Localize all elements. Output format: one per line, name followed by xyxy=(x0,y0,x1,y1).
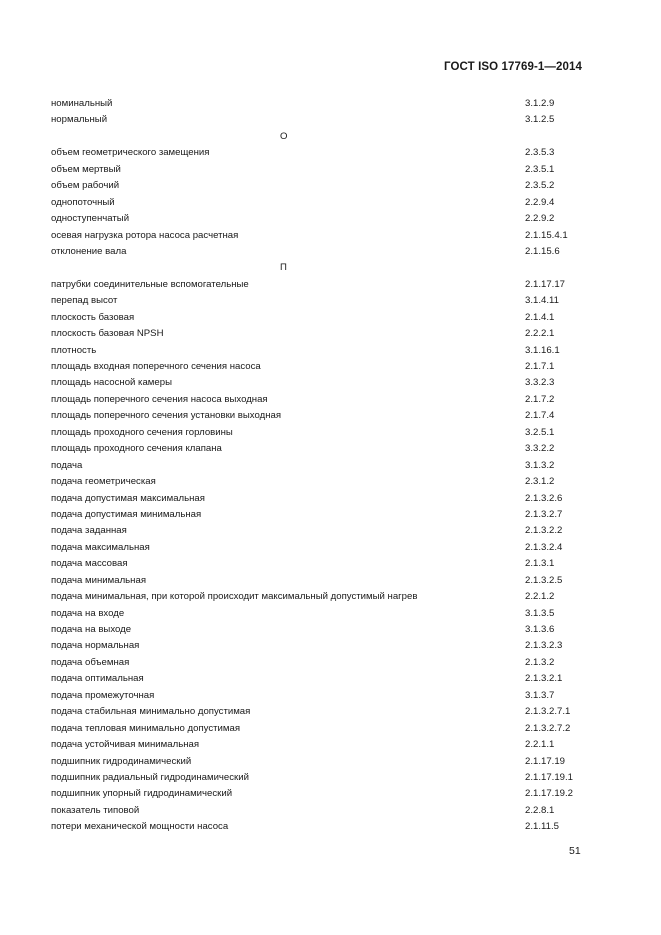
index-entry xyxy=(51,786,591,802)
index-reference: 2.1.17.17 xyxy=(525,278,566,290)
index-reference: 2.1.3.2.3 xyxy=(525,640,563,652)
index-reference: 2.1.7.2 xyxy=(525,393,555,405)
alphabetical-index xyxy=(51,96,591,836)
index-term: плоскость базовая NPSH xyxy=(51,328,164,340)
index-entry xyxy=(51,523,591,539)
index-letter-heading xyxy=(51,260,591,276)
index-term: подача на входе xyxy=(51,607,125,619)
document-header: ГОСТ ISO 17769-1—2014 xyxy=(444,61,582,73)
letter-label: П xyxy=(280,262,287,274)
index-term: подшипник радиальный гидродинамический xyxy=(51,771,249,783)
index-reference: 2.1.7.1 xyxy=(525,361,555,372)
index-reference: 3.3.2.3 xyxy=(525,377,555,389)
index-term: площадь насосной камеры xyxy=(51,377,172,389)
index-term: подача минимальная xyxy=(51,574,147,586)
letter-label: О xyxy=(280,130,288,142)
index-reference: 2.1.3.2.2 xyxy=(525,525,563,537)
index-reference: 3.1.3.2 xyxy=(525,459,555,471)
index-entry xyxy=(51,638,591,654)
index-term: подача объемная xyxy=(51,656,130,668)
index-entry xyxy=(51,228,591,244)
index-entry xyxy=(51,195,591,211)
index-reference: 2.1.17.19 xyxy=(525,755,566,767)
index-reference: 3.1.3.7 xyxy=(525,689,555,701)
index-reference: 2.1.4.1 xyxy=(525,311,555,323)
index-entry xyxy=(51,343,591,359)
index-reference: 2.1.3.2 xyxy=(525,656,555,668)
index-entry xyxy=(51,162,591,178)
index-reference: 2.1.15.6 xyxy=(525,245,560,257)
index-reference: 3.1.2.5 xyxy=(525,114,555,126)
index-reference: 2.1.17.19.1 xyxy=(525,771,574,783)
index-term: перепад высот xyxy=(51,295,118,307)
index-entry xyxy=(51,178,591,194)
index-reference: 3.1.2.9 xyxy=(525,98,555,109)
index-entry xyxy=(51,244,591,260)
index-entry xyxy=(51,458,591,474)
index-term: объем мертвый xyxy=(51,163,121,175)
index-term: подача тепловая минимально допустимая xyxy=(51,722,241,734)
index-term: подача промежуточная xyxy=(51,689,155,701)
index-term: подача на выходе xyxy=(51,624,132,635)
index-entry xyxy=(51,211,591,227)
index-term: отклонение вала xyxy=(51,245,127,257)
index-term: номинальный xyxy=(51,98,113,109)
index-entry xyxy=(51,277,591,293)
index-entry xyxy=(51,573,591,589)
index-entry xyxy=(51,408,591,424)
index-entry xyxy=(51,819,591,835)
index-entry xyxy=(51,425,591,441)
index-reference: 2.1.3.2.5 xyxy=(525,574,563,586)
index-reference: 3.2.5.1 xyxy=(525,426,555,438)
index-term: подача стабильная минимально допустимая xyxy=(51,706,251,718)
index-term: осевая нагрузка ротора насоса расчетная xyxy=(51,229,239,241)
index-entry xyxy=(51,540,591,556)
index-term: показатель типовой xyxy=(51,804,140,816)
index-reference: 2.2.1.2 xyxy=(525,591,555,603)
index-term: площадь поперечного сечения насоса выходная xyxy=(51,393,268,405)
index-entry xyxy=(51,704,591,720)
index-term: подшипник упорный гидродинамический xyxy=(51,788,233,800)
index-entry xyxy=(51,145,591,161)
index-reference: 3.1.16.1 xyxy=(525,344,560,356)
index-entry xyxy=(51,606,591,622)
index-term: подача нормальная xyxy=(51,640,140,652)
index-reference: 2.2.9.2 xyxy=(525,213,555,225)
index-entry xyxy=(51,507,591,523)
index-reference: 2.1.3.2.1 xyxy=(525,673,563,685)
index-entry xyxy=(51,622,591,638)
index-term: подача заданная xyxy=(51,525,127,537)
index-reference: 2.1.11.5 xyxy=(525,821,559,833)
index-entry xyxy=(51,721,591,737)
index-reference: 2.2.8.1 xyxy=(525,804,555,816)
index-reference: 3.3.2.2 xyxy=(525,443,555,455)
index-term: плотность xyxy=(51,344,97,356)
index-term: патрубки соединительные вспомогательные xyxy=(51,278,249,290)
index-entry xyxy=(51,671,591,687)
index-term: плоскость базовая xyxy=(51,311,135,323)
index-reference: 2.1.15.4.1 xyxy=(525,229,568,241)
index-entry xyxy=(51,754,591,770)
index-entry xyxy=(51,310,591,326)
index-reference: 2.3.5.3 xyxy=(525,147,555,159)
index-term: подача массовая xyxy=(51,558,128,570)
page-number: 51 xyxy=(569,845,581,857)
index-reference: 2.1.3.2.7 xyxy=(525,508,563,520)
index-term: подача устойчивая минимальная xyxy=(51,739,200,751)
index-reference: 2.1.3.2.7.2 xyxy=(525,722,571,734)
index-entry xyxy=(51,688,591,704)
index-term: подшипник гидродинамический xyxy=(51,755,192,767)
index-term: подача минимальная, при которой происходит максимальный допустимый нагрев xyxy=(51,591,418,603)
index-term: подача xyxy=(51,459,83,471)
index-entry xyxy=(51,96,591,112)
index-entry xyxy=(51,326,591,342)
index-reference: 2.1.17.19.2 xyxy=(525,788,574,800)
index-term: подача допустимая максимальная xyxy=(51,492,205,504)
index-term: подача оптимальная xyxy=(51,673,144,685)
index-reference: 2.3.1.2 xyxy=(525,476,555,488)
index-term: подача допустимая минимальная xyxy=(51,508,202,520)
index-term: подача максимальная xyxy=(51,541,150,553)
index-entry xyxy=(51,293,591,309)
index-reference: 3.1.4.11 xyxy=(525,295,559,307)
index-reference: 2.1.3.2.6 xyxy=(525,492,563,504)
index-term: объем геометрического замещения xyxy=(51,147,210,159)
index-entry xyxy=(51,441,591,457)
index-reference: 2.2.1.1 xyxy=(525,739,555,751)
index-term: объем рабочий xyxy=(51,180,120,192)
index-term: однопоточный xyxy=(51,196,115,208)
index-entry xyxy=(51,803,591,819)
index-entry xyxy=(51,556,591,572)
index-reference: 2.1.3.2.4 xyxy=(525,541,563,553)
index-entry xyxy=(51,359,591,375)
index-entry xyxy=(51,655,591,671)
index-term: нормальный xyxy=(51,114,108,126)
index-reference: 2.2.9.4 xyxy=(525,196,555,208)
index-term: площадь поперечного сечения установки выходная xyxy=(51,410,282,422)
index-reference: 3.1.3.5 xyxy=(525,607,555,619)
index-reference: 2.2.2.1 xyxy=(525,328,555,340)
index-term: подача геометрическая xyxy=(51,476,156,488)
index-entry xyxy=(51,589,591,605)
index-term: площадь проходного сечения клапана xyxy=(51,443,222,455)
index-reference: 2.3.5.1 xyxy=(525,163,555,175)
index-letter-heading xyxy=(51,129,591,145)
index-term: площадь проходного сечения горловины xyxy=(51,426,233,438)
index-entry xyxy=(51,737,591,753)
index-reference: 2.1.3.1 xyxy=(525,558,555,570)
index-reference: 2.1.3.2.7.1 xyxy=(525,706,571,718)
index-term: площадь входная поперечного сечения насоса xyxy=(51,361,261,372)
index-reference: 2.3.5.2 xyxy=(525,180,555,192)
index-entry xyxy=(51,375,591,391)
index-reference: 3.1.3.6 xyxy=(525,624,555,635)
index-reference: 2.1.7.4 xyxy=(525,410,555,422)
index-entry xyxy=(51,770,591,786)
index-entry xyxy=(51,474,591,490)
index-term: потери механической мощности насоса xyxy=(51,821,229,833)
index-term: одноступенчатый xyxy=(51,213,130,225)
index-entry xyxy=(51,491,591,507)
index-entry xyxy=(51,392,591,408)
index-entry xyxy=(51,112,591,128)
